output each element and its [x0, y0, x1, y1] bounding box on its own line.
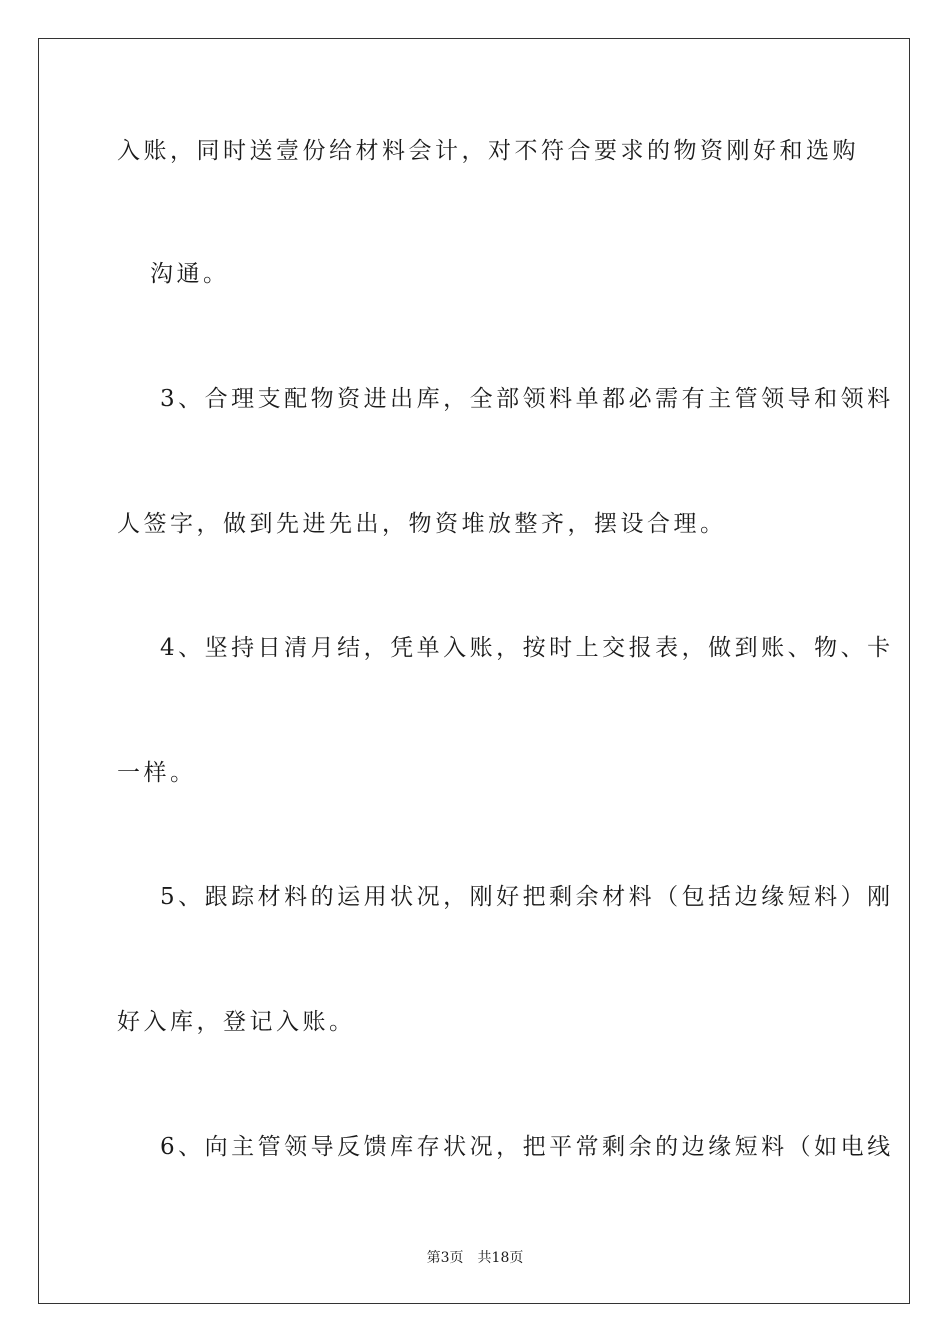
page-footer: [0, 1247, 950, 1267]
text-line: 沟通。: [150, 261, 230, 287]
text-line: 入账，同时送壹份给材料会计，对不符合要求的物资刚好和选购: [117, 138, 859, 164]
text-line: 一样。: [117, 760, 197, 786]
text-line: 4、坚持日清月结，凭单入账，按时上交报表，做到账、物、卡: [160, 635, 894, 661]
total-pages: 共18页: [477, 1250, 524, 1266]
page-border: [38, 38, 910, 1304]
text-line: 6、向主管领导反馈库存状况，把平常剩余的边缘短料（如电线: [160, 1134, 894, 1160]
text-line: 3、合理支配物资进出库，全部领料单都必需有主管领导和领料: [160, 386, 894, 412]
text-line: 5、跟踪材料的运用状况，刚好把剩余材料（包括边缘短料）刚: [160, 884, 894, 910]
text-line: 人签字，做到先进先出，物资堆放整齐，摆设合理。: [117, 511, 727, 537]
current-page-number: 第3页: [426, 1250, 464, 1266]
text-line: 好入库，登记入账。: [117, 1009, 356, 1035]
